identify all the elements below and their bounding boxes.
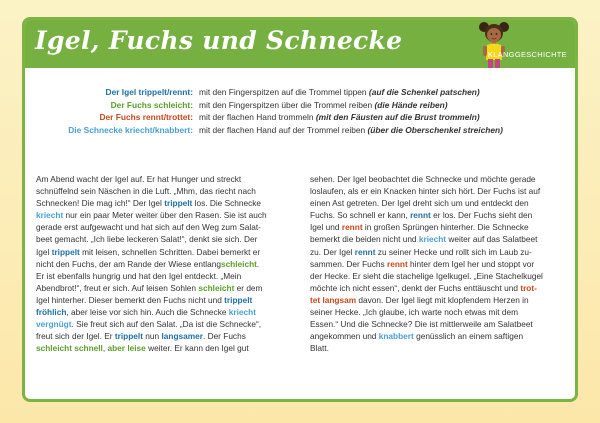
story-text: Abendbrot!“, freut er sich. Auf leisen Sohlen <box>36 282 199 293</box>
story-line <box>310 342 562 354</box>
story-line <box>310 282 562 294</box>
story-line <box>310 221 562 233</box>
legend-drum-instruction: mit der flachen Hand auf der Trommel reiben <box>199 124 366 135</box>
instrument-legend <box>31 86 571 136</box>
story-line <box>36 209 288 221</box>
story-text: Fuchs. So schnell er kann, <box>310 210 411 221</box>
sound-cue-word: rennt <box>387 258 408 269</box>
card-frame <box>22 17 578 402</box>
story-line <box>36 306 288 318</box>
legend-drum-instruction: mit den Fingerspitzen über die Trommel reiben <box>199 99 373 110</box>
sound-cue-word: schleicht <box>220 258 257 269</box>
sound-cue-word: schleicht <box>198 282 235 293</box>
story-line <box>36 197 288 209</box>
sound-cue-word: trippelt <box>164 198 193 209</box>
story-text: zu seiner Hecke und rollt sich im Laub zu- <box>375 246 532 257</box>
legend-animal-action: Die Schnecke kriecht/knabbert: <box>68 124 193 135</box>
story-text: genüsslich an einem saftigen <box>413 331 524 342</box>
legend-body-alternative: (die Hände reiben) <box>374 99 448 110</box>
story-text: gerade erst aufgewacht und hat sich auf den Weg zum Salat- <box>36 222 261 233</box>
child-illustration <box>473 20 515 68</box>
sound-cue-word: kriecht <box>228 307 256 318</box>
story-column-left <box>36 173 288 354</box>
sound-cue-word: rennt <box>341 222 363 233</box>
sound-cue-word: trippelt <box>51 246 80 257</box>
story-line <box>310 318 562 330</box>
story-text: Schnecken! Die mag ich!“ Der Igel <box>36 198 165 209</box>
sound-cue-word: fröhlich <box>36 307 67 318</box>
sound-cue-word: rennt <box>354 246 376 257</box>
story-text: . <box>256 258 260 269</box>
story-line <box>36 173 288 185</box>
legend-row <box>31 124 571 137</box>
legend-row <box>31 111 571 124</box>
sound-cue-word: rennt <box>410 210 431 221</box>
story-text: zu. Der Igel <box>310 246 355 257</box>
story-line <box>36 258 288 270</box>
story-line <box>310 246 562 258</box>
story-line <box>36 185 288 197</box>
page-title: Igel, Fuchs und Schnecke <box>35 26 403 55</box>
story-text: weiter auf das Salatbeet <box>446 234 538 245</box>
story-text: los. Die Schnecke <box>192 198 262 209</box>
story-line <box>36 246 288 258</box>
story-line <box>310 270 562 282</box>
story-text: einen Ast getreten. Der Igel dreht sich um und entdeckt den <box>310 198 529 209</box>
story-line <box>36 270 288 282</box>
story-line <box>36 330 288 342</box>
story-line <box>310 209 562 221</box>
sound-cue-word: schleicht schnell <box>36 343 103 354</box>
story-text: in großen Sprüngen hinterher. Die Schnecke <box>362 222 529 233</box>
story-text: Igel <box>36 246 52 257</box>
story-line <box>36 282 288 294</box>
story-line <box>310 233 562 245</box>
legend-drum-instruction: mit der flachen Hand trommeln <box>199 112 314 123</box>
story-line <box>36 233 288 245</box>
legend-animal-action: Der Fuchs rennt/trottet: <box>99 112 193 123</box>
sound-cue-word: trot- <box>520 282 537 293</box>
story-text: Igel und <box>310 222 342 233</box>
legend-row <box>31 86 571 99</box>
legend-animal-action: Der Fuchs schleicht: <box>110 99 193 110</box>
legend-body-alternative: (über die Oberschenkel streichen) <box>367 124 503 135</box>
category-tag: KLANGGESCHICHTE <box>487 50 567 59</box>
story-line <box>36 294 288 306</box>
story-text: seiner Hecke. „Ich glaube, ich warte noch etwas mit dem <box>310 307 518 318</box>
story-text: sehen. Der Igel beobachtet die Schnecke und möchte gerade <box>310 174 536 184</box>
sound-cue-word: tet langsam <box>310 294 357 305</box>
legend-body-alternative: (auf die Schenkel patschen) <box>368 87 480 97</box>
story-line <box>310 173 562 185</box>
story-text: nun <box>142 331 162 342</box>
legend-animal-action: Der Igel trippelt/rennt: <box>105 87 193 97</box>
story-text: er dem <box>234 282 263 293</box>
story-line <box>310 197 562 209</box>
story-text: er los. Der Fuchs sieht den <box>430 210 533 221</box>
sound-cue-word: kriecht <box>36 210 64 221</box>
story-text: loslaufen, als er ein Knacken hinter sich hört. Der Fuchs ist auf <box>310 186 541 197</box>
legend-drum-instruction: mit den Fingerspitzen auf die Trommel tippen <box>199 87 367 97</box>
story-text: bemerkt die beiden nicht und <box>310 234 419 245</box>
story-text: , <box>102 343 108 354</box>
story-line <box>310 258 562 270</box>
story-text: , aber leise vor sich hin. Auch die Schnecke <box>66 307 229 318</box>
story-text: hinter dem Igel her und stoppt vor <box>407 258 535 269</box>
sound-cue-word: knabbert <box>378 331 414 342</box>
sound-cue-word: trippelt <box>114 331 143 342</box>
legend-instruction <box>199 124 571 137</box>
story-line <box>36 318 288 330</box>
legend-instruction <box>199 99 571 112</box>
story-text: sammen. Der Fuchs <box>310 258 387 269</box>
story-line <box>310 330 562 342</box>
story-column-right <box>310 173 562 354</box>
story-text: nur ein paar Meter weiter über den Rasen. Sie ist auch <box>63 210 267 221</box>
story-line <box>36 342 288 354</box>
story-text: Blatt. <box>310 343 329 354</box>
story-line <box>310 306 562 318</box>
story-text: Er ist ebenfalls hungrig und hat den Igel entdeckt. „Mein <box>36 270 242 281</box>
story-text: Igel hinterher. Dieser bemerkt den Fuchs nicht und <box>36 294 225 305</box>
story-text: . Der Fuchs <box>202 331 246 342</box>
story-text: Essen.“ Und die Schnecke? Die ist mittlerweile am Salatbeet <box>310 319 533 330</box>
story-text: schnüffelnd sein Näschen in die Luft. „Mhm, das riecht nach <box>36 186 256 197</box>
legend-instruction <box>199 86 571 99</box>
story-line <box>36 221 288 233</box>
legend-body-alternative: (mit den Fäusten auf die Brust trommeln) <box>315 112 480 123</box>
story-line <box>310 294 562 306</box>
sound-cue-word: langsamer <box>161 331 203 342</box>
story-text: weiter. Er kann den Igel gut <box>145 343 249 354</box>
legend-row <box>31 99 571 112</box>
story-text: beet gemacht. „Ich liebe leckeren Salat!“, denkt sie sich. Der <box>36 234 258 245</box>
sound-cue-word: vergnügt <box>36 319 72 330</box>
sound-cue-word: aber leise <box>107 343 146 354</box>
sound-cue-word: kriecht <box>418 234 447 245</box>
story-text: der Hecke. Er sieht die stachelige Igelkugel. „Eine Stachelkugel <box>310 270 543 281</box>
story-text: angekommen und <box>310 331 379 342</box>
story-text: nicht den Fuchs, der am Rande der Wiese entlang <box>36 258 221 269</box>
sound-cue-word: trippelt <box>224 294 253 305</box>
legend-instruction <box>199 111 571 124</box>
story-text: mit leisen, schnellen Schritten. Dabei bemerkt er <box>79 246 261 257</box>
story-text: möchte ich nicht essen“, denkt der Fuchs enttäuscht und <box>310 282 521 293</box>
story-text: . Sie freut sich auf den Salat. „Da ist die Schnecke“, <box>71 319 262 330</box>
story-text: Am Abend wacht der Igel auf. Er hat Hunger und streckt <box>36 174 242 184</box>
story-text: davon. Der Igel liegt mit klopfendem Herzen in <box>356 294 529 305</box>
story-line <box>310 185 562 197</box>
story-text: freut sich der Igel. Er <box>36 331 115 342</box>
title-banner <box>25 20 575 68</box>
